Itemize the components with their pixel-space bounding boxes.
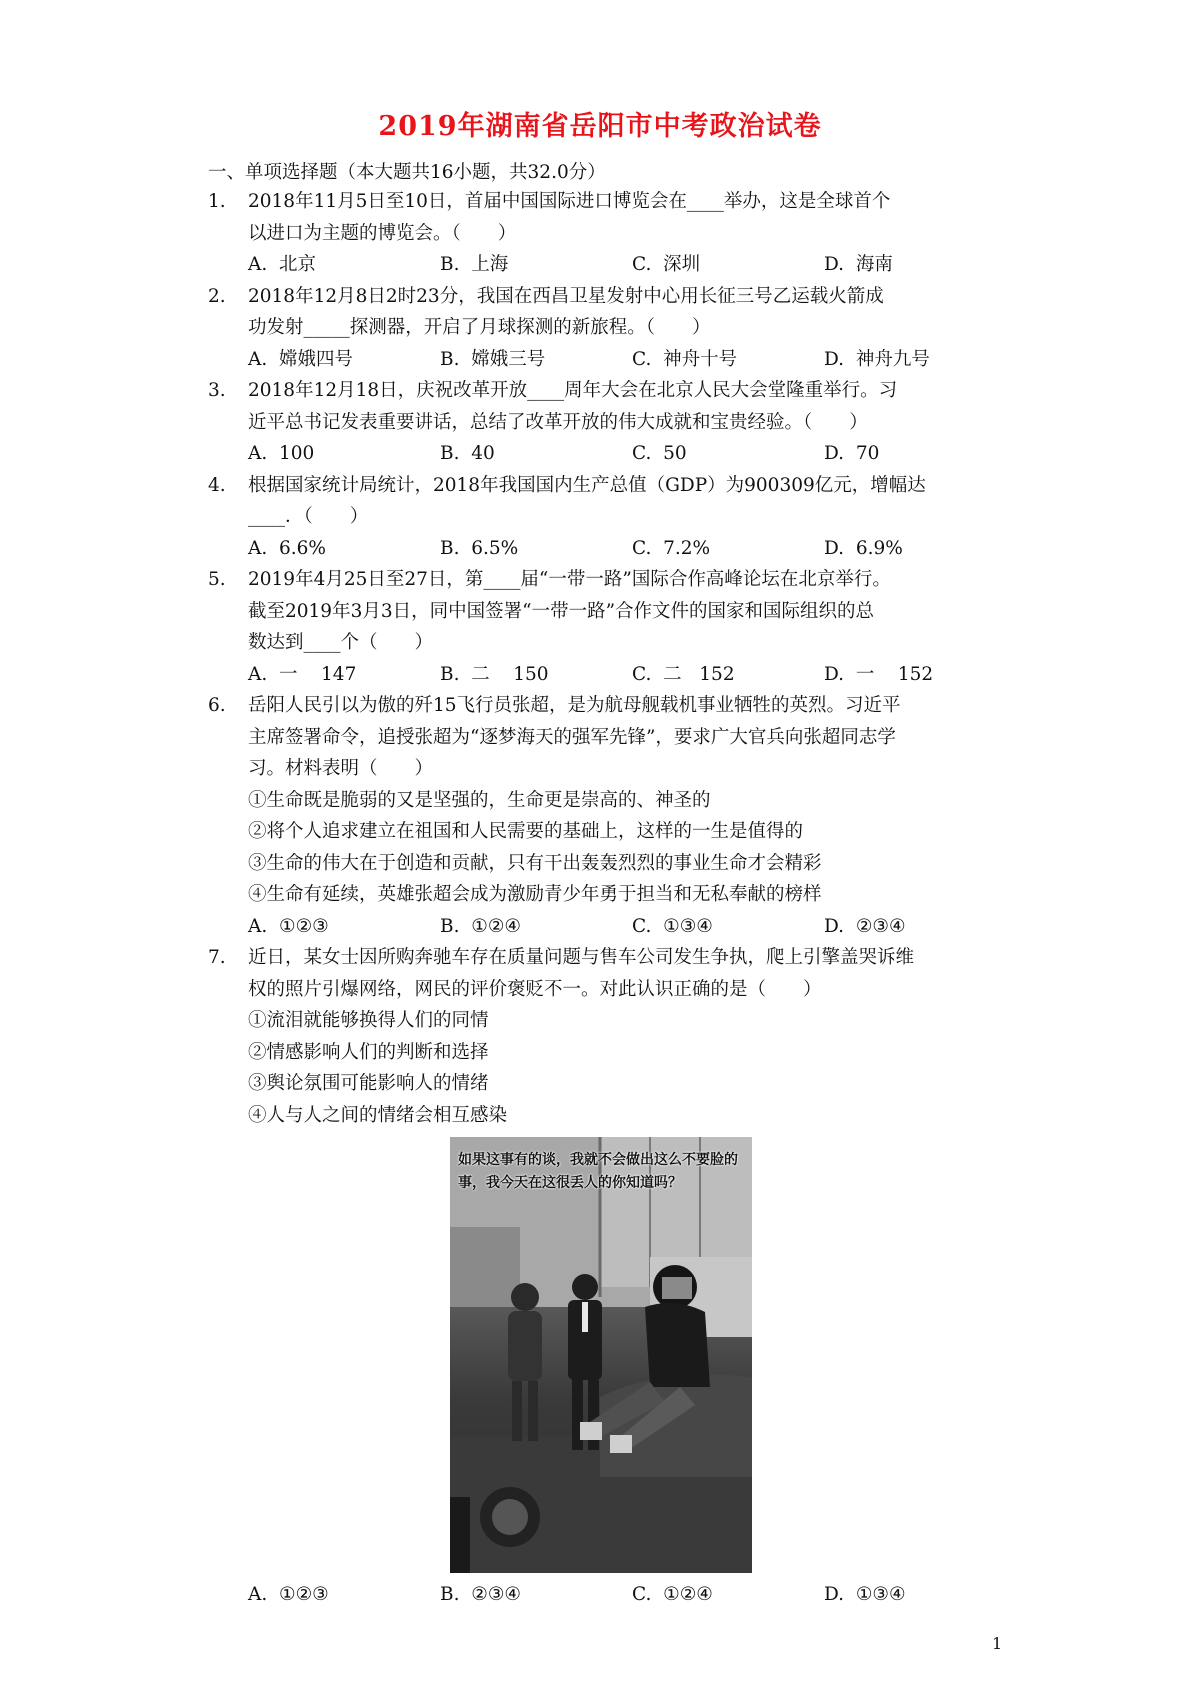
question-2 [208, 281, 1028, 376]
option-c: C. 二 152 [632, 663, 735, 685]
option-c: C. 深圳 [632, 254, 701, 275]
question-text-line: 2019年4月25日至27日，第____届“一带一路”国际合作高峰论坛在北京举行。 [248, 569, 891, 590]
option-a: A. 6.6% [248, 537, 327, 559]
option-c: C. ①②④ [632, 1584, 713, 1605]
question-text-line: 近平总书记发表重要讲话，总结了改革开放的伟大成就和宝贵经验。（ ） [248, 411, 868, 433]
options-row [248, 249, 1028, 281]
option-b: B. 6.5% [440, 537, 519, 559]
question-text-line: ____．（ ） [248, 506, 369, 527]
page-number: 1 [992, 1634, 1003, 1653]
question-number: 3. [208, 380, 226, 401]
statement: ②情感影响人们的判断和选择 [248, 1041, 489, 1063]
option-d: D. ①③④ [824, 1584, 906, 1605]
statement: ③生命的伟大在于创造和贡献，只有干出轰轰烈烈的事业生命才会精彩 [248, 852, 822, 874]
statement: ④生命有延续，英雄张超会成为激励青少年勇于担当和无私奉献的榜样 [248, 884, 822, 905]
question-text-line: 数达到____个（ ） [248, 632, 434, 653]
option-a: A. 北京 [248, 254, 317, 275]
question-text-line: 权的照片引爆网络，网民的评价褒贬不一。对此认识正确的是（ ） [248, 978, 822, 1000]
exam-title: 2019年湖南省岳阳市中考政治试卷 [378, 111, 822, 142]
statement: ①生命既是脆弱的又是坚强的，生命更是崇高的、神圣的 [248, 789, 711, 811]
photo-illustration [450, 1137, 752, 1573]
question-text-line: 近日，某女士因所购奔驰车存在质量问题与售车公司发生争执，爬上引擎盖哭诉维 [248, 947, 915, 968]
statement: ④人与人之间的情绪会相互感染 [248, 1104, 508, 1126]
option-d: D. 70 [824, 443, 880, 464]
option-b: B. ②③④ [440, 1584, 521, 1605]
option-d: D. 6.9% [824, 537, 903, 559]
options-row [248, 344, 1028, 376]
photo-caption: 如果这事有的谈，我就不会做出这么不要脸的事，我今天在这很丢人的你知道吗？ [458, 1152, 738, 1191]
question-5 [208, 564, 1028, 690]
option-a: A. 100 [248, 443, 315, 464]
question-number: 5. [208, 569, 226, 590]
option-c: C. ①③④ [632, 915, 713, 937]
question-text-line: 截至2019年3月3日，同中国签署“一带一路”合作文件的国家和国际组织的总 [248, 600, 875, 622]
options-row [248, 1579, 1028, 1611]
question-list [208, 186, 1028, 1611]
question-number: 6. [208, 695, 226, 716]
option-b: B. 40 [440, 443, 495, 464]
question-1 [208, 186, 1028, 281]
option-a: A. ①②③ [248, 1584, 329, 1605]
option-b: B. 二 150 [440, 663, 549, 685]
option-d: D. 神舟九号 [824, 348, 930, 370]
question-number: 4. [208, 474, 226, 496]
option-c: C. 7.2% [632, 537, 711, 559]
news-photo [450, 1137, 752, 1573]
question-6 [208, 690, 1028, 942]
option-d: D. 海南 [824, 254, 893, 275]
option-d: D. ②③④ [824, 915, 906, 937]
options-row [248, 533, 1028, 565]
options-row [248, 659, 1028, 691]
question-text-line: 2018年12月8日2时23分，我国在西昌卫星发射中心用长征三号乙运载火箭成 [248, 285, 884, 307]
option-b: B. 嫦娥三号 [440, 348, 546, 370]
section-heading: 一、单项选择题（本大题共16小题，共32.0分） [208, 162, 606, 183]
question-4 [208, 470, 1028, 565]
option-c: C. 50 [632, 443, 687, 464]
question-text-line: 2018年12月18日，庆祝改革开放____周年大会在北京人民大会堂隆重举行。习 [248, 380, 898, 401]
question-text-line: 2018年11月5日至10日，首届中国国际进口博览会在____举办，这是全球首个 [248, 191, 891, 212]
question-number: 2. [208, 285, 226, 307]
statement: ②将个人追求建立在祖国和人民需要的基础上，这样的一生是值得的 [248, 821, 804, 842]
options-row [248, 911, 1028, 943]
options-row [248, 438, 1028, 470]
question-3 [208, 375, 1028, 470]
question-text-line: 主席签署命令，追授张超为“逐梦海天的强军先锋”，要求广大官兵向张超同志学 [248, 726, 896, 748]
option-b: B. 上海 [440, 254, 509, 275]
question-text-line: 根据国家统计局统计，2018年我国国内生产总值（GDP）为900309亿元，增幅达 [248, 474, 926, 496]
question-text-line: 岳阳人民引以为傲的歼15飞行员张超，是为航母舰载机事业牺牲的英烈。习近平 [248, 695, 901, 716]
option-c: C. 神舟十号 [632, 348, 738, 370]
statement: ①流泪就能够换得人们的同情 [248, 1010, 489, 1031]
statement: ③舆论氛围可能影响人的情绪 [248, 1073, 489, 1094]
option-b: B. ①②④ [440, 915, 521, 937]
question-number: 1. [208, 191, 226, 212]
question-text-line: 习。材料表明（ ） [248, 758, 434, 779]
question-7 [208, 942, 1028, 1611]
option-a: A. 一 147 [248, 663, 357, 685]
option-a: A. 嫦娥四号 [248, 348, 354, 370]
option-d: D. 一 152 [824, 663, 934, 685]
option-a: A. ①②③ [248, 915, 329, 937]
question-text-line: 以进口为主题的博览会。（ ） [248, 222, 517, 244]
question-number: 7. [208, 947, 226, 968]
question-text-line: 功发射_____探测器，开启了月球探测的新旅程。（ ） [248, 317, 711, 338]
